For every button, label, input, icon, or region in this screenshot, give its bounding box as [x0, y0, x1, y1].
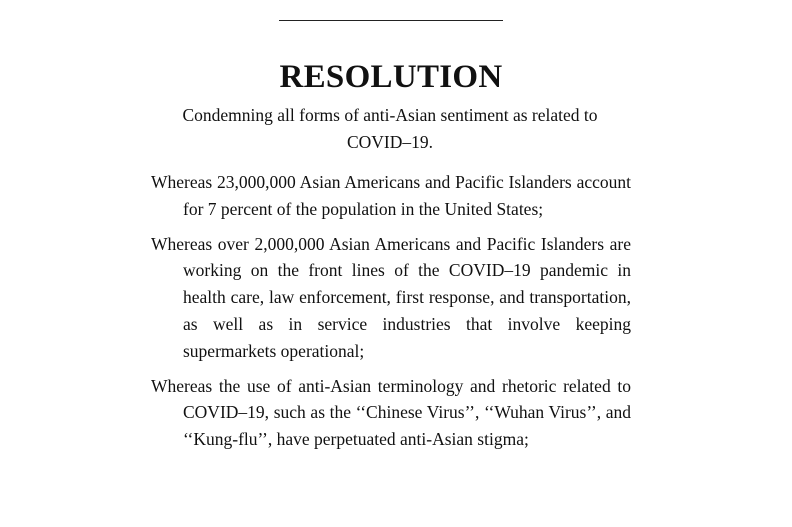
whereas-clause-2: Whereas over 2,000,000 Asian Americans and Pacific Islanders are working on the front lines of the COVID–19 pandemic in health care, law enforcement, first response, and transportation, as well as in service industries that involve keeping supermarkets operational;: [151, 233, 631, 361]
top-divider-rule: [279, 20, 503, 21]
whereas-clause-1: Whereas 23,000,000 Asian Americans and Pacific Islanders account for 7 percent of the population in the United States;: [151, 172, 631, 219]
whereas-clause-3: Whereas the use of anti-Asian terminology and rhetoric related to COVID–19, such as the ‘‘Chinese Virus’’, ‘‘Wuhan Virus’’, and ‘‘Kung-flu’’, have perpetuated anti-Asian stigma;: [151, 375, 631, 450]
whereas-clauses: [151, 169, 631, 461]
resolution-subtitle: Condemning all forms of anti-Asian sentiment as related to COVID–19.: [182, 105, 598, 152]
document-title: RESOLUTION: [279, 59, 503, 95]
